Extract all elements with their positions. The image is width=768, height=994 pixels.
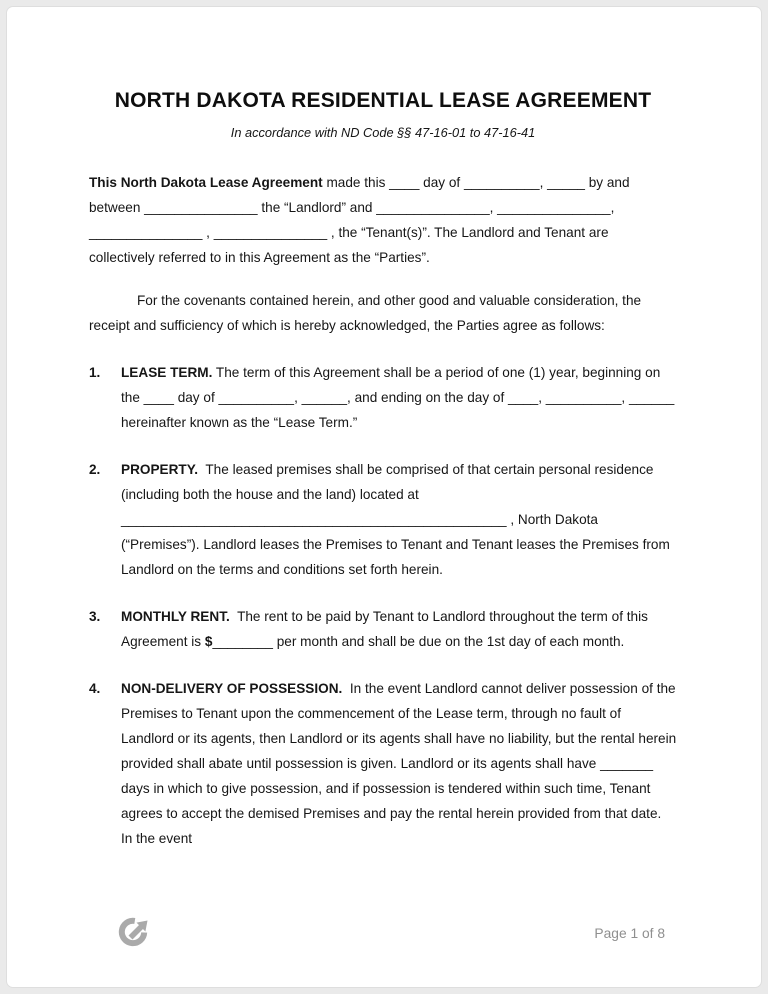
section-paragraph [121,360,677,435]
section-number: 1. [89,365,101,380]
page-indicator: Page 1 of 8 [594,926,665,941]
section-paragraph [121,676,680,851]
section-heading: LEASE TERM. [121,365,213,380]
section-body: The rent to be paid by Tenant to Landlord throughout the term of this Agreement is [121,609,651,649]
section-monthly-rent [89,604,677,654]
section-property [89,457,677,582]
section-heading: NON-DELIVERY OF POSSESSION. [121,681,343,696]
covenants-paragraph: For the covenants contained herein, and other good and valuable consideration, the receipt and sufficiency of which is hereby acknowledged, the Parties agree as follows: [89,293,645,333]
page-content [89,89,680,851]
intro-text: made this ____ day of __________, _____ by and between _______________ the “Landlord” and _______________, _______________, _______________ , _______________ , the “Tenant(s)”. The Landlord and Tenant are collectively referred to in this Agreement as the “Parties”. [89,175,634,265]
section-number: 4. [89,681,101,696]
section-number: 2. [89,462,101,477]
section-lease-term [89,360,677,435]
document-page [6,6,762,988]
dollar-symbol: $ [204,634,213,649]
section-number: 3. [89,609,101,624]
section-heading: PROPERTY. [121,462,199,477]
document-title: NORTH DAKOTA RESIDENTIAL LEASE AGREEMENT [114,89,652,112]
intro-paragraph [89,170,677,270]
section-paragraph [121,604,677,654]
section-body: ________ per month and shall be due on the 1st day of each month. [212,634,625,649]
section-body: The leased premises shall be comprised of that certain personal residence (including both the house and the land) located at ___________________________________________________ , North Dakota (“Premises”). Landlord leases the Premises to Tenant and Tenant leases the Premises from Landlord on the terms and conditions set forth herein. [121,462,674,577]
section-paragraph [121,457,677,582]
circular-arrow-logo-icon [117,908,153,952]
document-subtitle: In accordance with ND Code §§ 47-16-01 to 47-16-41 [230,125,536,140]
section-heading: MONTHLY RENT. [121,609,230,624]
section-body: The term of this Agreement shall be a period of one (1) year, beginning on the ____ day of __________, ______, and ending on the day of ____, __________, ______ hereinafter known as the “Lease Term.” [121,365,679,430]
intro-lead-bold: This North Dakota Lease Agreement [89,175,323,190]
section-non-delivery-of-possession [89,676,680,851]
section-body: In the event Landlord cannot deliver possession of the Premises to Tenant upon the commencement of the Lease term, through no fault of Landlord or its agents, then Landlord or its agents shall have no liability, but the rental herein provided shall abate until possession is given. Landlord or its agents shall have _______ days in which to give possession, and if possession is tendered within such time, Tenant agrees to accept the demised Premises and pay the rental herein provided from that date. In the event [121,681,680,846]
